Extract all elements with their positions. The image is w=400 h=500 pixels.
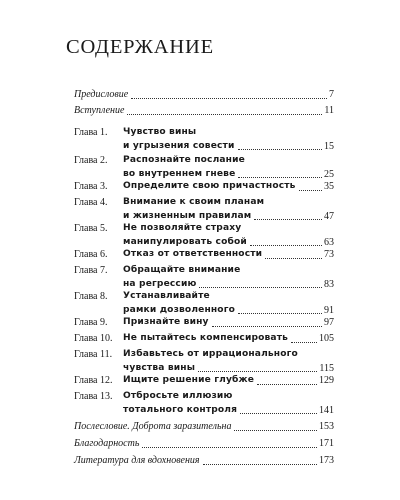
chapter-title-line: тотального контроля	[123, 404, 238, 415]
toc-entry-chapter-3[interactable]	[74, 180, 334, 194]
toc-entry-acknowledgements[interactable]	[74, 437, 334, 451]
entry-page: 129	[319, 375, 334, 386]
entry-page: 11	[324, 105, 334, 116]
chapter-title-line: Внимание к своим планам	[123, 197, 265, 207]
chapter-label: Глава 4.	[74, 197, 108, 208]
toc-entry-chapter-5[interactable]	[74, 222, 334, 249]
chapter-label: Глава 2.	[74, 155, 108, 166]
chapter-label: Глава 5.	[74, 223, 108, 234]
entry-page: 115	[319, 362, 334, 374]
chapter-title-line: Распознайте послание	[123, 155, 245, 165]
entry-title: Благодарность	[74, 438, 140, 449]
chapter-label: Глава 9.	[74, 317, 108, 328]
entry-page: 91	[324, 304, 334, 316]
chapter-title-line: Устанавливайте	[123, 291, 210, 301]
toc-entry-chapter-11[interactable]	[74, 348, 334, 375]
chapter-title-line: на регрессию	[123, 278, 197, 289]
chapter-title-line: Определите свою причастность	[123, 181, 296, 191]
dot-leader	[254, 218, 322, 220]
entry-page: 35	[324, 181, 334, 192]
chapter-label: Глава 7.	[74, 265, 108, 276]
dot-leader	[212, 325, 322, 327]
dot-leader	[291, 341, 317, 343]
chapter-label: Глава 11.	[74, 349, 113, 360]
toc-entry-afterword[interactable]	[74, 420, 334, 434]
entry-page: 73	[324, 249, 334, 260]
chapter-label: Глава 13.	[74, 391, 113, 402]
chapter-title-line: Отказ от ответственности	[123, 249, 263, 259]
toc-entry-chapter-2[interactable]	[74, 154, 334, 181]
entry-page: 83	[324, 278, 334, 290]
dot-leader	[142, 446, 317, 448]
chapter-title-line: Не пытайтесь компенсировать	[123, 333, 289, 343]
dot-leader	[127, 113, 322, 115]
toc-entry-chapter-8[interactable]	[74, 290, 334, 317]
dot-leader	[203, 463, 317, 465]
chapter-label: Глава 12.	[74, 375, 113, 386]
entry-page: 141	[319, 404, 334, 416]
toc-entry-preface[interactable]	[74, 88, 334, 102]
entry-page: 153	[319, 421, 334, 432]
toc-entry-chapter-13[interactable]	[74, 390, 334, 417]
entry-page: 105	[319, 333, 334, 344]
chapter-title-line: Чувство вины	[123, 127, 197, 137]
entry-page: 7	[329, 89, 334, 100]
dot-leader	[250, 244, 322, 246]
chapter-title-line: рамки дозволенного	[123, 304, 236, 315]
dot-leader	[238, 312, 322, 314]
toc-entry-chapter-6[interactable]	[74, 248, 334, 262]
chapter-title-line: чувства вины	[123, 362, 196, 373]
entry-title: Вступление	[74, 105, 125, 116]
toc-entry-chapter-10[interactable]	[74, 332, 334, 346]
entry-title: Литература для вдохновения	[74, 455, 200, 466]
chapter-label: Глава 10.	[74, 333, 113, 344]
dot-leader	[198, 370, 317, 372]
toc-entry-chapter-9[interactable]	[74, 316, 334, 330]
dot-leader	[257, 383, 317, 385]
toc-entry-chapter-1[interactable]	[74, 126, 334, 153]
dot-leader	[199, 286, 322, 288]
toc-entry-chapter-7[interactable]	[74, 264, 334, 291]
page-title: СОДЕРЖАНИЕ	[66, 36, 214, 58]
entry-page: 25	[324, 168, 334, 180]
entry-page: 171	[319, 438, 334, 449]
chapter-title-line: Не позволяйте страху	[123, 223, 242, 233]
chapter-title-line: и жизненным правилам	[123, 210, 252, 221]
chapter-title-line: Избавьтесь от иррационального	[123, 349, 298, 359]
entry-page: 63	[324, 236, 334, 248]
dot-leader	[238, 176, 322, 178]
dot-leader	[299, 189, 322, 191]
entry-title: Послесловие. Доброта заразительна	[74, 421, 232, 432]
chapter-title-line: Признайте вину	[123, 317, 209, 327]
chapter-title-line: и угрызения совести	[123, 140, 235, 151]
toc-entry-chapter-4[interactable]	[74, 196, 334, 223]
entry-page: 47	[324, 210, 334, 222]
dot-leader	[234, 429, 317, 431]
chapter-title-line: Обращайте внимание	[123, 265, 241, 275]
toc-entry-references[interactable]	[74, 454, 334, 468]
dot-leader	[238, 148, 322, 150]
dot-leader	[240, 412, 317, 414]
chapter-title-line: манипулировать собой	[123, 236, 247, 247]
chapter-title-line: Ищите решение глубже	[123, 375, 255, 385]
chapter-title-line: Отбросьте иллюзию	[123, 391, 233, 401]
toc-entry-introduction[interactable]	[74, 104, 334, 118]
entry-title: Предисловие	[74, 89, 129, 100]
chapter-label: Глава 6.	[74, 249, 108, 260]
chapter-label: Глава 1.	[74, 127, 108, 138]
dot-leader	[131, 97, 327, 99]
entry-page: 97	[324, 317, 334, 328]
entry-page: 15	[324, 140, 334, 152]
chapter-label: Глава 8.	[74, 291, 108, 302]
entry-page: 173	[319, 455, 334, 466]
chapter-label: Глава 3.	[74, 181, 108, 192]
dot-leader	[265, 257, 322, 259]
chapter-title-line: во внутреннем гневе	[123, 168, 236, 179]
toc-entry-chapter-12[interactable]	[74, 374, 334, 388]
